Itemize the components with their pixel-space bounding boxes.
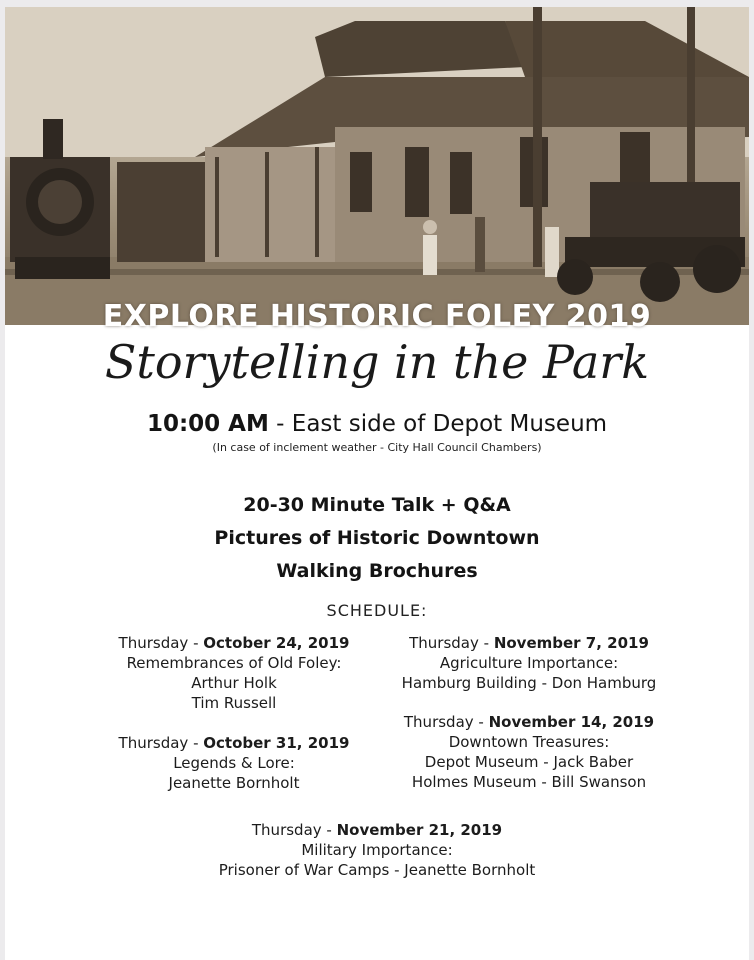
event-speaker: Jeanette Bornholt: [168, 774, 300, 792]
schedule-event-nov-21: [127, 820, 627, 880]
schedule-event-nov-14: [377, 712, 681, 792]
event-speaker: Tim Russell: [191, 694, 277, 712]
event-date-line: Thursday - November 21, 2019: [251, 821, 503, 839]
feature-item: Pictures of Historic Downtown: [214, 527, 540, 549]
time-location: [5, 411, 749, 437]
event-speaker: Arthur Holk: [191, 674, 277, 692]
event-speaker: Prisoner of War Camps - Jeanette Bornholt: [218, 861, 536, 879]
event-date-line: Thursday - October 31, 2019: [118, 734, 350, 752]
hero-title: EXPLORE HISTORIC FOLEY 2019: [102, 299, 652, 334]
event-topic: Remembrances of Old Foley:: [126, 654, 342, 672]
event-topic: Agriculture Importance:: [439, 654, 619, 672]
event-date-line: Thursday - November 7, 2019: [409, 634, 649, 652]
event-location: - East side of Depot Museum: [268, 411, 608, 437]
event-title: Storytelling in the Park: [104, 335, 650, 389]
event-topic: Legends & Lore:: [173, 754, 295, 772]
feature-item: 20-30 Minute Talk + Q&A: [243, 494, 511, 516]
event-speaker: Hamburg Building - Don Hamburg: [401, 674, 657, 692]
schedule-event-nov-7: [377, 633, 681, 693]
flyer: [5, 7, 749, 960]
feature-item: Walking Brochures: [276, 560, 478, 582]
event-topic: Military Importance:: [301, 841, 453, 859]
event-topic: Downtown Treasures:: [448, 733, 610, 751]
event-speaker: Depot Museum - Jack Baber: [424, 753, 634, 771]
feature-list: [5, 489, 749, 588]
event-speaker: Holmes Museum - Bill Swanson: [411, 773, 647, 791]
event-date-line: Thursday - October 24, 2019: [118, 634, 350, 652]
schedule-event-oct-24: [115, 633, 353, 713]
event-time: 10:00 AM: [146, 411, 269, 437]
weather-note: (In case of inclement weather - City Hall Council Chambers): [212, 441, 542, 454]
schedule-event-oct-31: [115, 733, 353, 793]
depot-photo-icon: [5, 7, 749, 325]
historic-depot-photo: [5, 7, 749, 325]
event-date-line: Thursday - November 14, 2019: [403, 713, 655, 731]
schedule-heading: SCHEDULE:: [326, 601, 428, 620]
